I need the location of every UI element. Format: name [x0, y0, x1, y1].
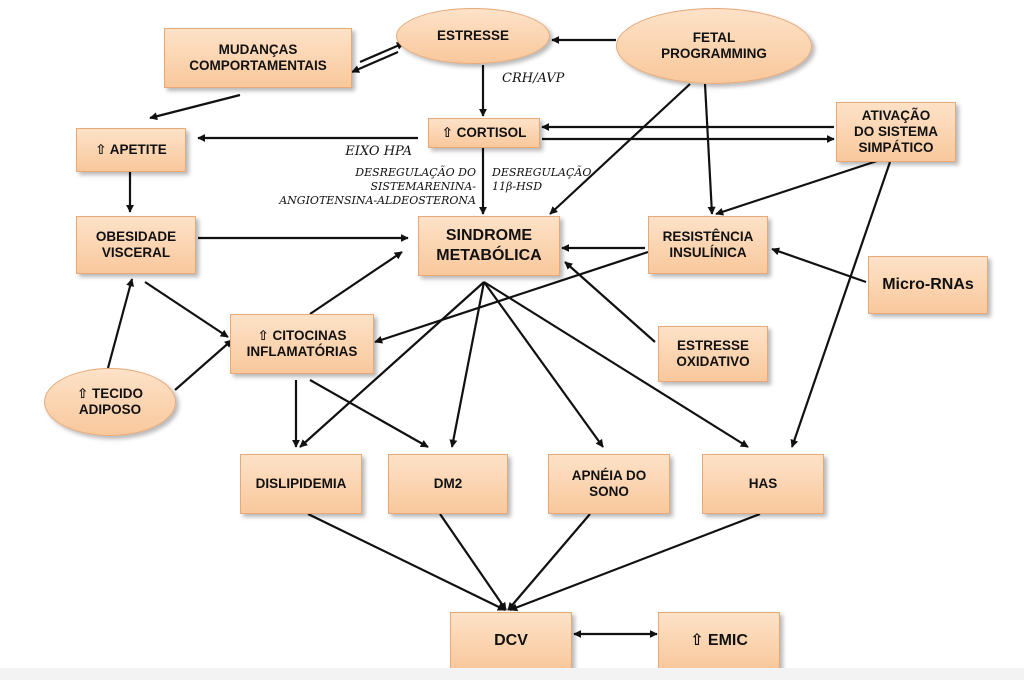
- arrow-mudancas-to-apetite: [150, 95, 240, 118]
- node-tecido-adiposo: ⇧ TECIDO ADIPOSO: [44, 368, 176, 436]
- arrow-tecido-to-obesidade: [108, 279, 132, 368]
- node-ativacao-sistema-simpatico: ATIVAÇÃO DO SISTEMA SIMPÁTICO: [836, 102, 956, 162]
- node-sindrome-metabolica: SINDROME METABÓLICA: [418, 216, 560, 276]
- arrow-estresseox-to-sindrome: [565, 262, 655, 342]
- arrow-dislipidemia-to-dcv: [308, 514, 505, 610]
- label-desregulacao-11b-hsd: DESREGULAÇÃO 11β-HSD: [492, 166, 592, 193]
- arrow-obesidade-to-citocinas: [145, 282, 228, 337]
- node-dcv: DCV: [450, 612, 572, 670]
- arrow-tecido-to-citocinas: [175, 340, 232, 390]
- arrow-citocinas-to-dm2: [310, 380, 428, 447]
- bottom-strip: [0, 668, 1024, 680]
- node-fetal-programming: FETAL PROGRAMMING: [616, 8, 812, 84]
- node-micro-rnas: Micro-RNAs: [868, 256, 988, 314]
- node-dm2: DM2: [388, 454, 508, 514]
- arrow-ativacao-to-resistencia: [716, 160, 880, 214]
- node-resistencia-insulinica: RESISTÊNCIA INSULÍNICA: [648, 216, 768, 274]
- node-has: HAS: [702, 454, 824, 514]
- node-emic: ⇧ EMIC: [658, 612, 780, 670]
- node-mudancas-comportamentais: MUDANÇAS COMPORTAMENTAIS: [164, 28, 352, 88]
- node-cortisol: ⇧ CORTISOL: [428, 118, 540, 148]
- arrow-has-to-dcv: [510, 514, 760, 610]
- node-apetite: ⇧ APETITE: [76, 128, 186, 172]
- node-obesidade-visceral: OBESIDADE VISCERAL: [76, 216, 196, 274]
- arrow-citocinas-to-sindrome: [310, 252, 402, 314]
- label-crh-avp: CRH/AVP: [502, 71, 565, 86]
- node-estresse-oxidativo: ESTRESSE OXIDATIVO: [658, 326, 768, 382]
- arrow-fetal-to-resistencia: [705, 84, 712, 214]
- node-citocinas-inflamatorias: ⇧ CITOCINAS INFLAMATÓRIAS: [230, 314, 374, 374]
- node-estresse: ESTRESSE: [396, 8, 550, 64]
- arrow-fetal-to-sindrome: [550, 84, 690, 214]
- arrow-sindrome-to-apneia: [484, 282, 603, 447]
- node-apneia-do-sono: APNÉIA DO SONO: [548, 454, 670, 514]
- node-dislipidemia: DISLIPIDEMIA: [240, 454, 362, 514]
- label-eixo-hpa: EIXO HPA: [345, 144, 412, 159]
- label-desregulacao-raa: DESREGULAÇÃO DO SISTEMARENINA- ANGIOTENSINA-ALDEOSTERONA: [279, 166, 476, 207]
- arrow-microrna-to-resistencia: [772, 249, 866, 282]
